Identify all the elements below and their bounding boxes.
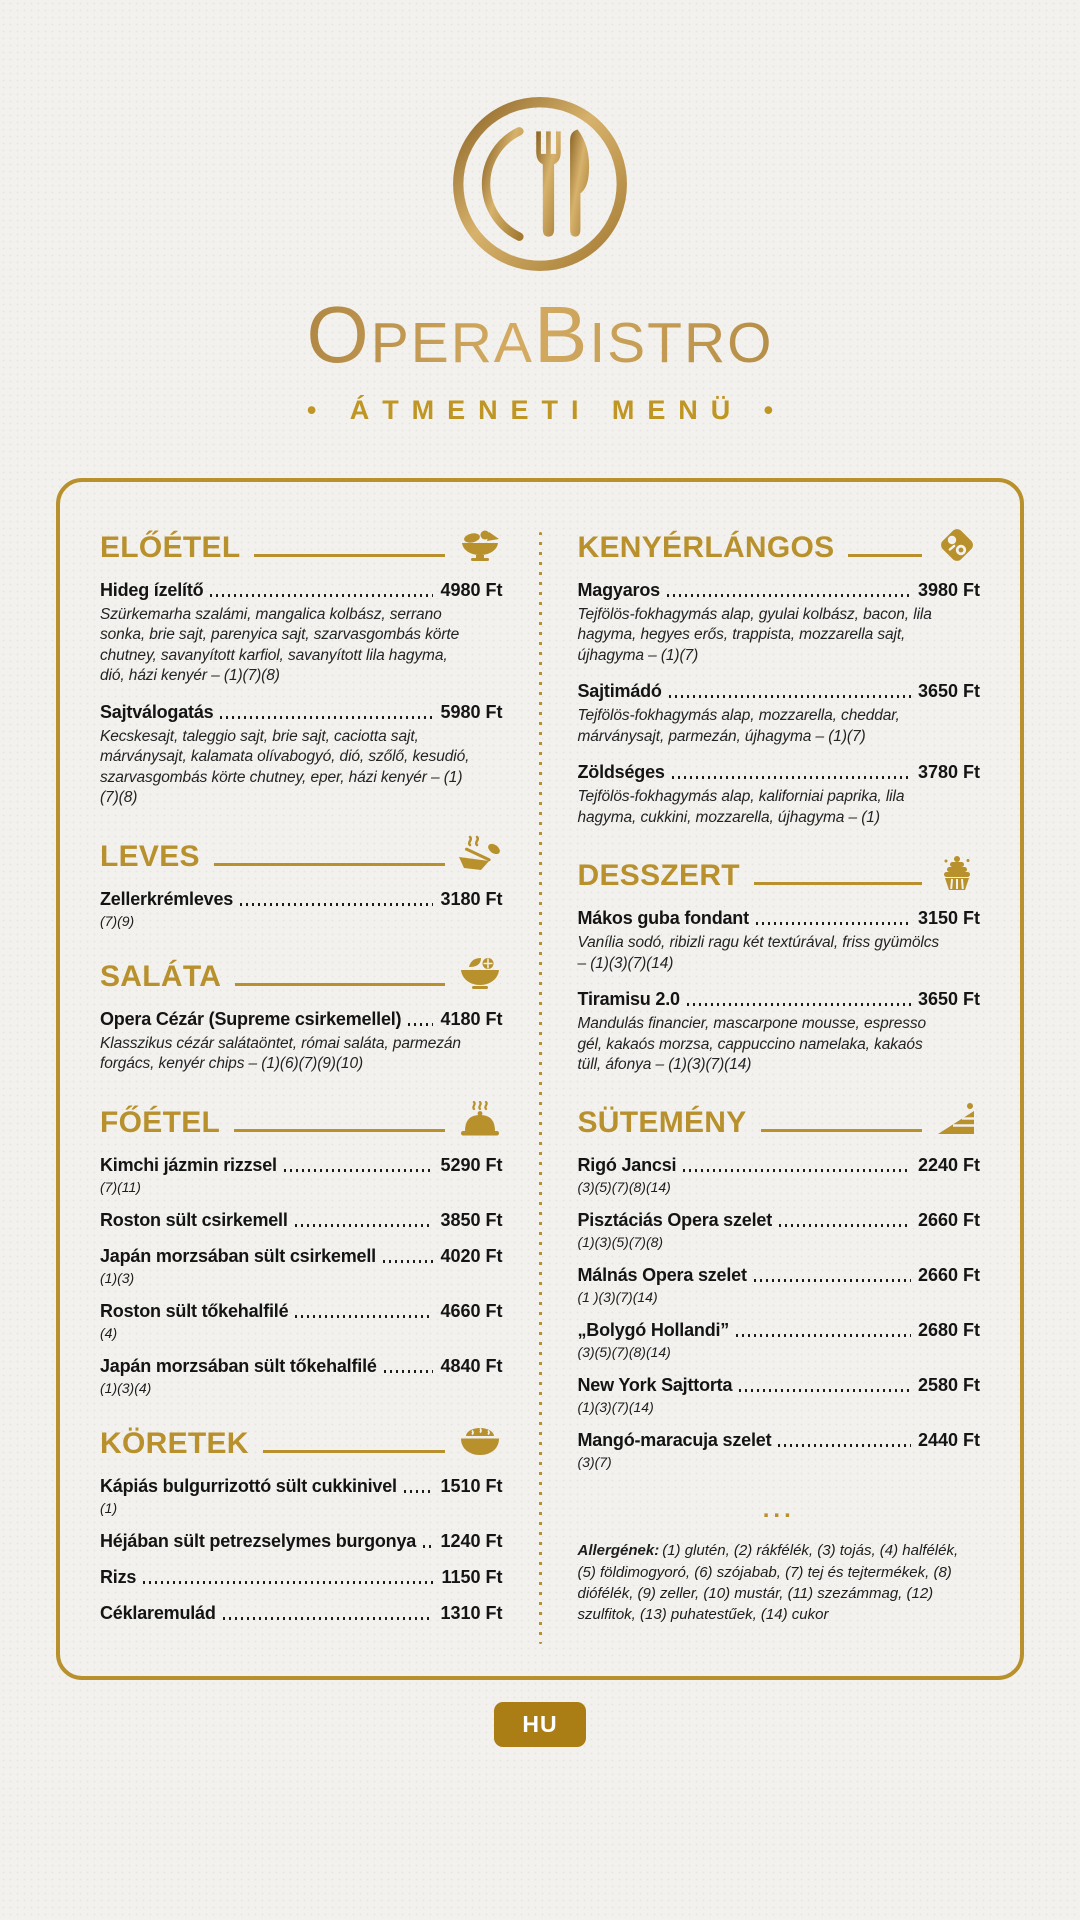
soup-icon (457, 835, 503, 873)
menu-item (578, 762, 981, 828)
item-price: 3180 Ft (440, 888, 503, 909)
item-price: 4660 Ft (440, 1300, 503, 1321)
dotted-leader (778, 1444, 911, 1447)
column-divider (539, 532, 542, 1644)
item-name: Zöldséges (577, 762, 665, 783)
item-name: Japán morzsában sült tőkehalfilé (100, 1355, 377, 1376)
item-row (100, 1567, 503, 1588)
dotted-leader (404, 1490, 434, 1493)
item-description: Tejfölös-fokhagymás alap, kaliforniai paprika, lila hagyma, cukkini, mozzarella, újhagyma – (1) (577, 788, 905, 826)
dotted-leader (736, 1334, 911, 1337)
item-description: Klasszikus cézár salátaöntet, római saláta, parmezán forgács, kenyér chips – (1)(6)(7)(9)(10) (100, 1034, 461, 1073)
item-name: Sajtválogatás (100, 701, 214, 722)
menu-item (100, 1476, 503, 1516)
item-allergens: (1)(3) (100, 1269, 135, 1286)
more-items-ellipsis: ... (762, 1496, 795, 1524)
allergen-legend-text: (1) glutén, (2) rákfélék, (3) tojás, (4) halfélék, (5) földimogyoró, (6) szójabab, (7) tej és tejtermékek, (8) diófélék, (9) zeller, (10) mustár, (11) szezámmag, (12) szulfitok, (13) puhatestűek, (14) cukor (577, 1542, 959, 1624)
item-row (100, 1009, 503, 1030)
item-name: Tiramisu 2.0 (577, 989, 680, 1010)
dotted-leader (754, 1279, 911, 1282)
menu-section (578, 1101, 981, 1470)
item-name: Hideg ízelítő (100, 580, 204, 600)
logo-plate-cutlery-icon (446, 90, 634, 283)
cloche-icon (457, 1101, 503, 1139)
section-header (578, 1101, 981, 1139)
allergen-legend (578, 1540, 978, 1625)
section-header (578, 854, 981, 892)
langos-badge-icon (934, 526, 980, 564)
item-allergens: (7)(11) (100, 1178, 141, 1195)
menu-item (578, 1265, 981, 1305)
section-title: KÖRETEK (100, 1426, 249, 1460)
item-price: 3650 Ft (917, 681, 980, 702)
menu-item (100, 1155, 503, 1195)
item-description: Mandulás financier, mascarpone mousse, espresso gél, kakaós morzsa, cappuccino namelaka, kakaós tüll, áfonya – (1)(3)(7)(14) (577, 1015, 927, 1073)
rice-bowl-icon (457, 1422, 503, 1460)
item-name: Japán morzsában sült csirkemell (100, 1245, 376, 1266)
item-name: Rigó Jancsi (577, 1155, 677, 1176)
item-allergens: (3)(7) (577, 1454, 612, 1471)
right-sections (578, 526, 981, 1470)
item-name: Rizs (100, 1566, 137, 1587)
brand-title-letter: O (306, 290, 371, 379)
item-price: 1310 Ft (440, 1602, 503, 1623)
cupcake-icon (934, 854, 980, 892)
item-description: Tejfölös-fokhagymás alap, mozzarella, cheddar, márványsajt, parmezán, újhagyma – (1)(7) (577, 707, 900, 745)
menu-column-right (578, 526, 981, 1650)
item-price: 4020 Ft (440, 1245, 503, 1266)
menu-item (578, 1210, 981, 1250)
section-items (578, 908, 981, 1075)
item-name: Opera Cézár (Supreme csirkemellel) (100, 1008, 402, 1029)
section-header (100, 835, 503, 873)
item-allergens: (1)(3)(7)(14) (577, 1399, 654, 1416)
item-name: Héjában sült petrezselymes burgonya (100, 1530, 417, 1551)
item-name: Sajtimádó (577, 681, 662, 702)
item-price: 2660 Ft (917, 1265, 980, 1286)
item-row (578, 1320, 981, 1341)
dotted-leader (672, 776, 911, 779)
item-allergens: (4) (100, 1324, 118, 1341)
brand-title (0, 290, 1080, 379)
item-row (578, 580, 981, 601)
cake-slice-icon (934, 1101, 980, 1139)
section-title: SÜTEMÉNY (577, 1106, 747, 1140)
dotted-leader (240, 903, 433, 906)
section-rule (254, 554, 444, 557)
item-name: Kápiás bulgurrizottó sült cukkinivel (100, 1475, 397, 1496)
dotted-leader (383, 1260, 434, 1263)
section-title: FŐÉTEL (100, 1105, 221, 1139)
item-name: Mákos guba fondant (577, 908, 749, 929)
dotted-leader (210, 594, 433, 597)
item-price: 4840 Ft (440, 1355, 503, 1376)
item-price: 5980 Ft (440, 701, 503, 722)
menu-box (56, 478, 1024, 1680)
section-title: DESSZERT (577, 859, 740, 893)
section-header (578, 526, 981, 564)
dotted-leader (220, 716, 433, 719)
dotted-leader (284, 1169, 434, 1172)
item-name: New York Sajttorta (577, 1375, 733, 1396)
charcuterie-bowl-icon (457, 526, 503, 564)
menu-item (578, 1155, 981, 1195)
menu-item (100, 1246, 503, 1286)
item-row (578, 989, 981, 1010)
section-rule (235, 983, 444, 986)
menu-section (100, 835, 503, 929)
item-allergens: (1 )(3)(7)(14) (577, 1289, 658, 1306)
item-row (100, 1476, 503, 1497)
dotted-leader (384, 1370, 434, 1373)
item-name: Magyaros (577, 580, 660, 600)
item-description: Szürkemarha szalámi, mangalica kolbász, serrano sonka, brie sajt, parenyica sajt, szarvasgombás körte chutney, savanyított karfiol, savanyított lila hagyma, dió, házi kenyér – (1)(7)(8) (100, 606, 460, 685)
item-row (578, 762, 981, 783)
item-allergens: (7)(9) (100, 912, 135, 929)
menu-section (578, 854, 981, 1075)
item-row (578, 1210, 981, 1231)
item-row (578, 1375, 981, 1396)
dotted-leader (408, 1023, 433, 1026)
item-price: 1240 Ft (440, 1530, 503, 1551)
menu-section (578, 526, 981, 828)
item-name: Málnás Opera szelet (577, 1265, 747, 1286)
item-name: „Bolygó Hollandi” (577, 1320, 730, 1341)
brand-title-letter: B (533, 290, 590, 379)
menu-item (100, 580, 503, 687)
brand-title-letters: ISTRO (589, 311, 774, 375)
dotted-leader (667, 594, 911, 597)
menu-item (578, 681, 981, 747)
item-row (578, 908, 981, 929)
menu-section (100, 1101, 503, 1396)
dotted-leader (779, 1224, 911, 1227)
item-allergens: (3)(5)(7)(8)(14) (577, 1179, 671, 1196)
dotted-leader (223, 1617, 434, 1620)
section-header (100, 1101, 503, 1139)
salad-bowl-icon (457, 955, 503, 993)
dotted-leader (423, 1545, 433, 1548)
item-row (578, 1155, 981, 1176)
section-items (578, 580, 981, 828)
dotted-leader (756, 922, 911, 925)
section-rule (214, 863, 445, 866)
item-row (100, 1301, 503, 1322)
menu-item (578, 1375, 981, 1415)
dotted-leader (669, 695, 911, 698)
section-items (100, 1009, 503, 1075)
item-row (100, 1210, 503, 1231)
item-price: 4180 Ft (440, 1008, 503, 1029)
menu-item (100, 1603, 503, 1624)
menu-item (578, 1320, 981, 1360)
item-price: 4980 Ft (440, 580, 503, 600)
section-items (100, 1476, 503, 1624)
brand-title-letters: PERA (370, 311, 534, 375)
item-row (100, 1155, 503, 1176)
item-name: Kimchi jázmin rizzsel (100, 1154, 277, 1175)
menu-item (578, 989, 981, 1075)
item-description: Vanília sodó, ribizli ragu két textúrával, friss gyümölcs – (1)(3)(7)(14) (577, 934, 940, 972)
item-price: 3150 Ft (917, 908, 980, 929)
item-allergens: (1) (100, 1499, 118, 1516)
menu-subtitle: • ÁTMENETI MENÜ • (306, 395, 787, 425)
menu-item (100, 1356, 503, 1396)
allergen-legend-label: Allergének: (577, 1542, 660, 1560)
item-description: Tejfölös-fokhagymás alap, gyulai kolbász, bacon, lila hagyma, hegyes erős, trappista, mozzarella sajt, újhagyma – (1)(7) (577, 606, 932, 664)
dotted-leader (295, 1315, 433, 1318)
item-price: 2240 Ft (917, 1155, 980, 1176)
item-description: Kecskesajt, taleggio sajt, brie sajt, caciotta sajt, márványsajt, kalamata olívabogyó, dió, szőlő, kesudió, szarvasgombás körte chutney, eper, házi kenyér – (1)(7)(8) (100, 727, 470, 807)
item-price: 3780 Ft (917, 762, 980, 783)
item-row (100, 702, 503, 723)
item-name: Mangó-maracuja szelet (577, 1430, 772, 1451)
item-price: 2660 Ft (917, 1210, 980, 1231)
section-header (100, 1422, 503, 1460)
dotted-leader (687, 1003, 911, 1006)
section-rule (234, 1129, 444, 1132)
menu-item (100, 1301, 503, 1341)
dotted-leader (295, 1224, 434, 1227)
section-items (100, 1155, 503, 1396)
item-name: Roston sült tőkehalfilé (100, 1300, 289, 1321)
language-button-hu[interactable]: HU (494, 1702, 585, 1747)
item-price: 3850 Ft (440, 1209, 503, 1230)
item-price: 3980 Ft (917, 580, 980, 600)
menu-item (578, 580, 981, 666)
item-row (100, 1356, 503, 1377)
item-row (578, 1430, 981, 1451)
menu-section (100, 526, 503, 809)
item-row (100, 889, 503, 910)
item-allergens: (1)(3)(4) (100, 1379, 152, 1396)
section-title: LEVES (100, 839, 200, 873)
section-title: KENYÉRLÁNGOS (577, 531, 835, 564)
item-row (578, 681, 981, 702)
item-price: 3650 Ft (917, 989, 980, 1010)
section-rule (848, 554, 922, 557)
section-items (100, 889, 503, 929)
item-name: Pisztáciás Opera szelet (577, 1210, 773, 1231)
menu-item (100, 889, 503, 929)
menu-section (100, 1422, 503, 1624)
section-title: ELŐÉTEL (100, 531, 241, 564)
item-row (100, 1603, 503, 1624)
section-header (100, 526, 503, 564)
menu-item (578, 908, 981, 974)
item-name: Céklaremulád (100, 1602, 216, 1623)
menu-item (100, 1531, 503, 1552)
item-price: 2440 Ft (917, 1430, 980, 1451)
menu-item (578, 1430, 981, 1470)
section-rule (754, 882, 922, 885)
section-items (578, 1155, 981, 1470)
dotted-leader (739, 1389, 911, 1392)
section-rule (761, 1129, 922, 1132)
item-row (100, 1246, 503, 1267)
item-price: 1510 Ft (440, 1475, 503, 1496)
item-price: 2680 Ft (917, 1320, 980, 1341)
item-price: 2580 Ft (917, 1375, 980, 1396)
item-row (578, 1265, 981, 1286)
section-header (100, 955, 503, 993)
item-allergens: (1)(3)(5)(7)(8) (577, 1234, 664, 1251)
menu-item (100, 702, 503, 809)
menu-item (100, 1210, 503, 1231)
menu-item (100, 1009, 503, 1075)
menu-section (100, 955, 503, 1075)
section-rule (263, 1450, 445, 1453)
section-title: SALÁTA (100, 959, 222, 993)
menu-item (100, 1567, 503, 1588)
dotted-leader (683, 1169, 911, 1172)
dotted-leader (143, 1581, 434, 1584)
item-row (100, 1531, 503, 1552)
item-price: 5290 Ft (440, 1154, 503, 1175)
section-items (100, 580, 503, 809)
item-name: Roston sült csirkemell (100, 1209, 288, 1230)
item-allergens: (3)(5)(7)(8)(14) (577, 1344, 671, 1361)
menu-column-left (100, 526, 503, 1650)
item-price: 1150 Ft (441, 1566, 503, 1587)
item-row (100, 580, 503, 601)
item-name: Zellerkrémleves (100, 888, 234, 909)
brand-header (0, 0, 1080, 426)
